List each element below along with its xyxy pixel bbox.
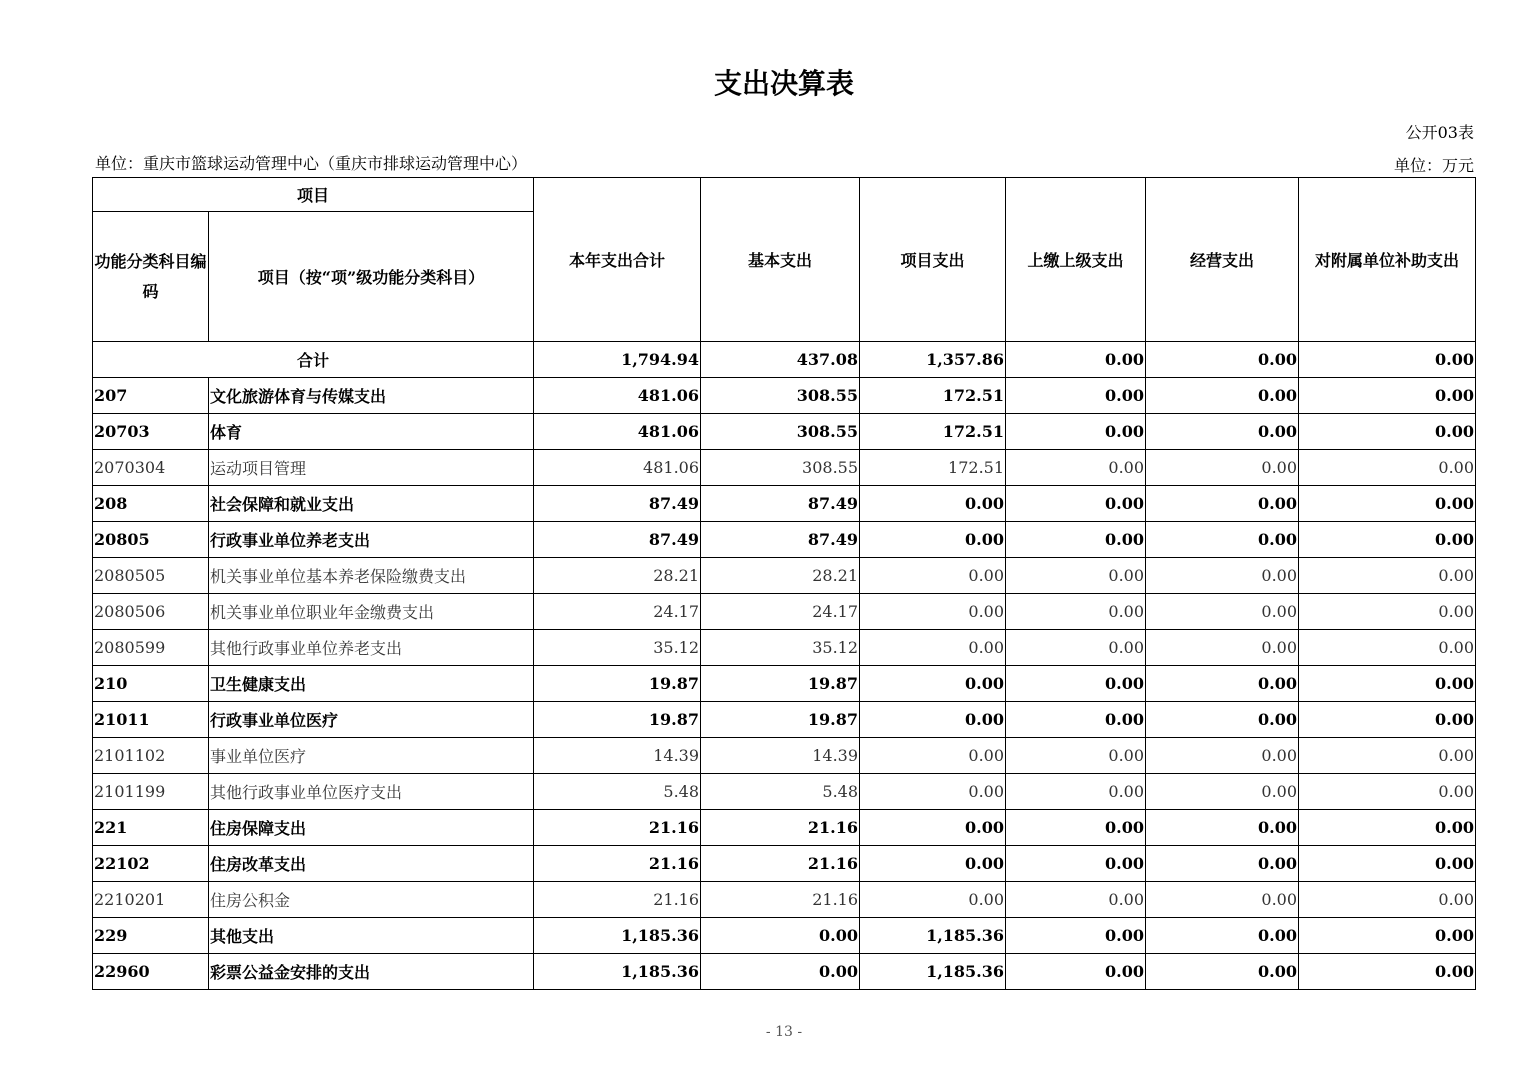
row-value: 0.00 [1006, 738, 1146, 774]
row-value: 0.00 [1006, 630, 1146, 666]
row-value: 1,185.36 [860, 954, 1006, 990]
row-value: 0.00 [1299, 486, 1476, 522]
row-value: 0.00 [1299, 522, 1476, 558]
row-value: 0.00 [1146, 810, 1299, 846]
row-value: 1,185.36 [534, 918, 701, 954]
row-value: 0.00 [1006, 702, 1146, 738]
table-row [93, 414, 1476, 450]
table-row [93, 954, 1476, 990]
row-code: 229 [93, 918, 209, 954]
row-value: 0.00 [1146, 630, 1299, 666]
row-value: 0.00 [1006, 882, 1146, 918]
row-value: 0.00 [1299, 954, 1476, 990]
row-value: 0.00 [860, 594, 1006, 630]
row-value: 0.00 [1146, 738, 1299, 774]
row-value: 0.00 [1299, 630, 1476, 666]
row-code: 2101199 [93, 774, 209, 810]
row-value: 21.16 [534, 810, 701, 846]
row-value: 0.00 [1006, 918, 1146, 954]
page-title: 支出决算表 [713, 67, 854, 100]
row-code: 22960 [93, 954, 209, 990]
row-value: 0.00 [1299, 774, 1476, 810]
row-value: 0.00 [1299, 810, 1476, 846]
row-value: 35.12 [701, 630, 860, 666]
row-value: 0.00 [1299, 594, 1476, 630]
row-code: 207 [93, 378, 209, 414]
header-total: 本年支出合计 [534, 178, 701, 342]
row-code: 2070304 [93, 450, 209, 486]
row-value: 21.16 [534, 846, 701, 882]
row-value: 1,185.36 [860, 918, 1006, 954]
table-row [93, 738, 1476, 774]
table-row [93, 558, 1476, 594]
header-project: 项目 [93, 178, 534, 212]
row-value: 0.00 [1146, 918, 1299, 954]
row-value: 0.00 [701, 954, 860, 990]
row-code: 20703 [93, 414, 209, 450]
row-value: 0.00 [860, 486, 1006, 522]
row-value: 0.00 [1146, 414, 1299, 450]
table-row [93, 774, 1476, 810]
expenditure-table [92, 177, 1476, 990]
table-row [93, 810, 1476, 846]
row-code: 2101102 [93, 738, 209, 774]
row-value: 0.00 [1146, 702, 1299, 738]
row-value: 0.00 [1146, 486, 1299, 522]
row-name: 机关事业单位基本养老保险缴费支出 [209, 558, 534, 594]
row-value: 0.00 [1006, 954, 1146, 990]
row-name: 行政事业单位养老支出 [209, 522, 534, 558]
row-value: 0.00 [860, 630, 1006, 666]
row-value: 0.00 [860, 774, 1006, 810]
row-value: 5.48 [534, 774, 701, 810]
row-code: 2080506 [93, 594, 209, 630]
row-name: 彩票公益金安排的支出 [209, 954, 534, 990]
row-name: 住房改革支出 [209, 846, 534, 882]
row-code: 208 [93, 486, 209, 522]
total-label: 合计 [93, 342, 534, 378]
header-name: 项目（按“项”级功能分类科目） [209, 212, 534, 342]
table-row [93, 666, 1476, 702]
row-value: 0.00 [1146, 594, 1299, 630]
row-value: 0.00 [1299, 450, 1476, 486]
row-value: 19.87 [534, 702, 701, 738]
header-upper: 上缴上级支出 [1006, 178, 1146, 342]
row-value: 0.00 [1006, 810, 1146, 846]
row-value: 28.21 [534, 558, 701, 594]
header-business: 经营支出 [1146, 178, 1299, 342]
row-value: 87.49 [701, 522, 860, 558]
row-value: 19.87 [701, 702, 860, 738]
row-value: 0.00 [1299, 666, 1476, 702]
total-value: 437.08 [701, 342, 860, 378]
row-value: 0.00 [1146, 882, 1299, 918]
row-code: 2080599 [93, 630, 209, 666]
row-value: 1,185.36 [534, 954, 701, 990]
row-value: 308.55 [701, 414, 860, 450]
row-name: 行政事业单位医疗 [209, 702, 534, 738]
table-row [93, 918, 1476, 954]
row-name: 社会保障和就业支出 [209, 486, 534, 522]
row-value: 0.00 [1006, 486, 1146, 522]
row-value: 172.51 [860, 414, 1006, 450]
row-value: 0.00 [1006, 594, 1146, 630]
row-value: 5.48 [701, 774, 860, 810]
row-value: 0.00 [1146, 378, 1299, 414]
page-number: - 13 - [765, 1024, 803, 1040]
row-code: 21011 [93, 702, 209, 738]
row-value: 24.17 [701, 594, 860, 630]
row-value: 308.55 [701, 450, 860, 486]
form-number: 公开03表 [1405, 123, 1474, 142]
row-name: 其他行政事业单位医疗支出 [209, 774, 534, 810]
total-value: 1,357.86 [860, 342, 1006, 378]
row-value: 0.00 [1146, 954, 1299, 990]
row-value: 0.00 [860, 882, 1006, 918]
row-value: 0.00 [1146, 774, 1299, 810]
row-value: 0.00 [1006, 414, 1146, 450]
row-value: 0.00 [1146, 450, 1299, 486]
total-value: 1,794.94 [534, 342, 701, 378]
row-value: 0.00 [1146, 846, 1299, 882]
row-value: 14.39 [701, 738, 860, 774]
row-value: 19.87 [534, 666, 701, 702]
row-value: 87.49 [534, 522, 701, 558]
row-value: 19.87 [701, 666, 860, 702]
row-value: 0.00 [1299, 882, 1476, 918]
row-value: 0.00 [1299, 702, 1476, 738]
row-value: 0.00 [1006, 450, 1146, 486]
row-value: 87.49 [534, 486, 701, 522]
row-value: 0.00 [860, 738, 1006, 774]
row-value: 481.06 [534, 378, 701, 414]
row-code: 2210201 [93, 882, 209, 918]
row-value: 0.00 [1006, 774, 1146, 810]
row-name: 住房公积金 [209, 882, 534, 918]
row-value: 0.00 [1146, 522, 1299, 558]
header-basic: 基本支出 [701, 178, 860, 342]
row-value: 0.00 [1299, 414, 1476, 450]
row-value: 0.00 [1006, 846, 1146, 882]
table-row [93, 522, 1476, 558]
row-value: 14.39 [534, 738, 701, 774]
table-row [93, 630, 1476, 666]
row-name: 住房保障支出 [209, 810, 534, 846]
row-name: 事业单位医疗 [209, 738, 534, 774]
row-value: 308.55 [701, 378, 860, 414]
total-value: 0.00 [1006, 342, 1146, 378]
table-row [93, 378, 1476, 414]
header-subsidy: 对附属单位补助支出 [1299, 178, 1476, 342]
row-name: 体育 [209, 414, 534, 450]
row-value: 0.00 [1299, 558, 1476, 594]
row-value: 28.21 [701, 558, 860, 594]
row-value: 0.00 [860, 702, 1006, 738]
row-value: 0.00 [1146, 666, 1299, 702]
row-value: 172.51 [860, 378, 1006, 414]
row-code: 221 [93, 810, 209, 846]
row-value: 0.00 [860, 666, 1006, 702]
row-name: 文化旅游体育与传媒支出 [209, 378, 534, 414]
row-code: 22102 [93, 846, 209, 882]
row-value: 481.06 [534, 450, 701, 486]
header-code: 功能分类科目编码 [93, 212, 209, 342]
unit-currency: 单位：万元 [1393, 156, 1474, 175]
table-row [93, 882, 1476, 918]
row-value: 0.00 [860, 522, 1006, 558]
table-row [93, 486, 1476, 522]
row-code: 210 [93, 666, 209, 702]
row-value: 0.00 [1299, 738, 1476, 774]
row-value: 0.00 [701, 918, 860, 954]
header-project-expense: 项目支出 [860, 178, 1006, 342]
row-name: 卫生健康支出 [209, 666, 534, 702]
total-value: 0.00 [1299, 342, 1476, 378]
row-value: 35.12 [534, 630, 701, 666]
row-value: 0.00 [1299, 846, 1476, 882]
row-name: 其他支出 [209, 918, 534, 954]
row-value: 481.06 [534, 414, 701, 450]
total-value: 0.00 [1146, 342, 1299, 378]
row-value: 0.00 [1006, 558, 1146, 594]
table-row [93, 594, 1476, 630]
row-value: 172.51 [860, 450, 1006, 486]
row-code: 2080505 [93, 558, 209, 594]
row-value: 21.16 [534, 882, 701, 918]
row-value: 0.00 [1299, 378, 1476, 414]
table-row [93, 846, 1476, 882]
row-value: 0.00 [860, 810, 1006, 846]
unit-organization: 单位：重庆市篮球运动管理中心（重庆市排球运动管理中心） [95, 154, 528, 173]
row-value: 21.16 [701, 846, 860, 882]
row-value: 0.00 [1299, 918, 1476, 954]
row-value: 21.16 [701, 810, 860, 846]
row-value: 0.00 [1006, 522, 1146, 558]
table-row [93, 702, 1476, 738]
row-value: 0.00 [1146, 558, 1299, 594]
row-name: 机关事业单位职业年金缴费支出 [209, 594, 534, 630]
row-value: 87.49 [701, 486, 860, 522]
row-value: 24.17 [534, 594, 701, 630]
row-value: 0.00 [1006, 666, 1146, 702]
row-name: 运动项目管理 [209, 450, 534, 486]
row-code: 20805 [93, 522, 209, 558]
row-value: 0.00 [1006, 378, 1146, 414]
row-name: 其他行政事业单位养老支出 [209, 630, 534, 666]
row-value: 0.00 [860, 846, 1006, 882]
table-row [93, 450, 1476, 486]
row-value: 0.00 [860, 558, 1006, 594]
row-value: 21.16 [701, 882, 860, 918]
